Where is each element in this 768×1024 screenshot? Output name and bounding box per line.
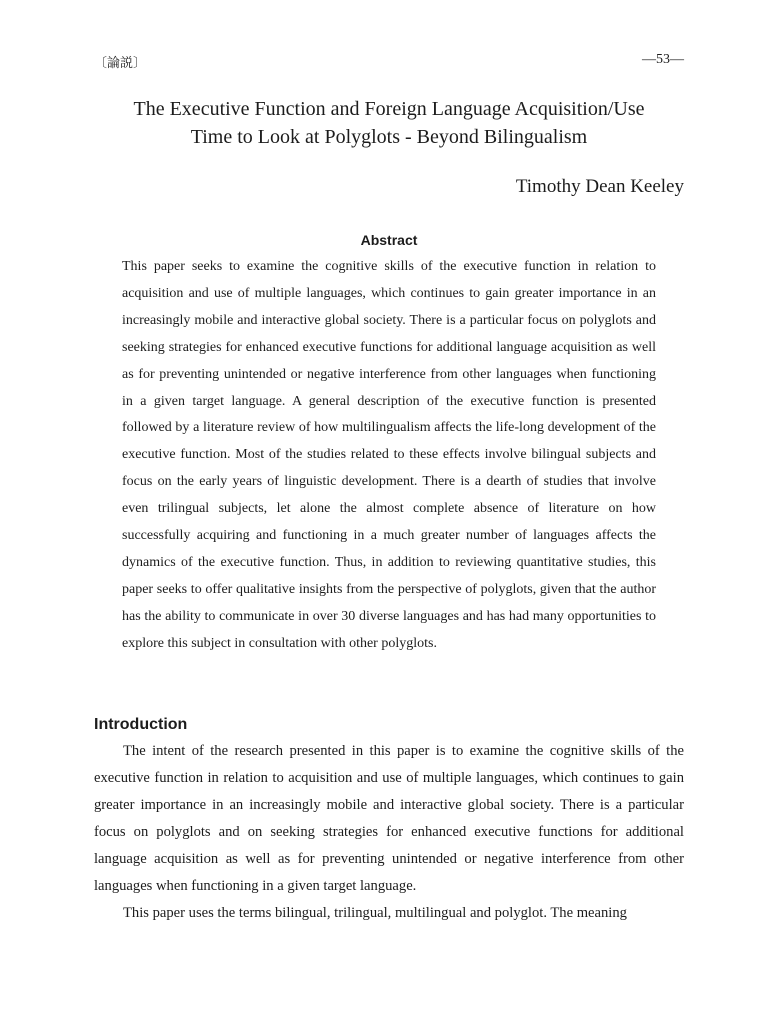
page-number: —53— (642, 52, 684, 67)
introduction-body (94, 738, 684, 927)
introduction-paragraph-1: The intent of the research presented in this paper is to examine the cognitive skills of the executive function in relation to acquisition and use of multiple languages, which continues to gain greater importance in an increasingly mobile and interactive global society. There is a particular focus on polyglots and on seeking strategies for enhanced executive functions for additional language acquisition as well as for preventing unintended or negative interference from other languages when functioning in a given target language. (94, 743, 684, 894)
author-name: Timothy Dean Keeley (515, 176, 684, 197)
article-title (94, 95, 684, 151)
introduction-heading: Introduction (94, 716, 188, 733)
section-label: 〔論説〕 (94, 56, 147, 71)
article-title-line-2: Time to Look at Polyglots - Beyond Bilingualism (190, 126, 588, 148)
abstract-heading: Abstract (360, 232, 418, 248)
introduction-paragraph-2: This paper uses the terms bilingual, trilingual, multilingual and polyglot. The meaning (123, 905, 627, 921)
article-title-line-1: The Executive Function and Foreign Language Acquisition/Use (133, 98, 645, 120)
running-header (94, 52, 684, 74)
abstract-text: This paper seeks to examine the cognitive skills of the executive function in relation to acquisition and use of multiple languages, which continues to gain greater importance in an increasingly mobile and interactive global society. There is a particular focus on polyglots and seeking strategies for enhanced executive functions for additional language acquisition as well as for preventing unintended or negative interference from other languages when functioning in a given target language. A general description of the executive function is presented followed by a literature review of how multilingualism affects the life-long development of the executive function. Most of the studies related to these effects involve bilingual subjects and focus on the early years of linguistic development. There is a dearth of studies that involve even trilingual subjects, let alone the almost complete absence of literature on how successfully acquiring and functioning in a much greater number of languages affects the dynamics of the executive function. Thus, in addition to reviewing quantitative studies, this paper seeks to offer qualitative insights from the perspective of polyglots, given that the author has the ability to communicate in over 30 diverse languages and has had many opportunities to explore this subject in consultation with other polyglots. (122, 259, 656, 651)
